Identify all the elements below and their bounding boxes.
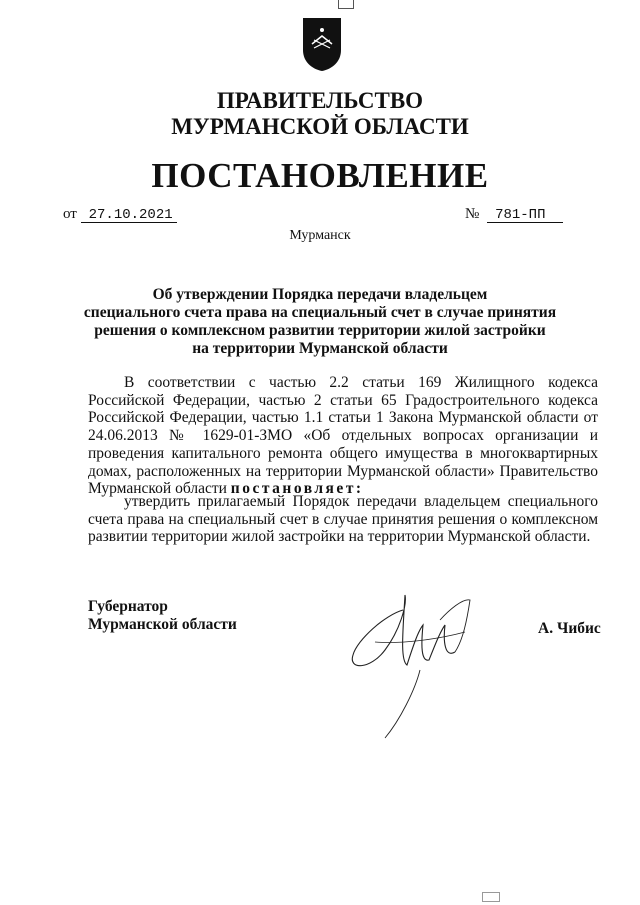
date-prefix: от <box>63 206 77 222</box>
organization-title-line1: ПРАВИТЕЛЬСТВО <box>216 88 424 113</box>
preamble-text: В соответствии с частью 2.2 статьи 169 Жилищного кодекса Российской Федерации, частью 2 статьи 65 Градостроительного кодекса Российской Федерации, частью 1.1 статьи 1 Закона Мурманской области от 24.06.2013 № 1629-01-ЗМО «Об отдельных вопросах организации и проведения капитального ремонта общего имущества в многоквартирных домах, расположенных на территории Мурманской области» Правительство Мурманской области <box>88 374 598 498</box>
document-date <box>63 206 177 223</box>
page-top-mark <box>338 0 354 9</box>
body-paragraph-1 <box>88 374 598 498</box>
coat-of-arms-icon <box>301 14 343 72</box>
page-bottom-mark <box>482 892 500 902</box>
body-paragraph-2: утвердить прилагаемый Порядок передачи владельцем специального счета права на специальный счет в случае принятия решения о комплексном развитии территории жилой застройки на территории Мурманской области. <box>88 493 598 546</box>
decree-word: постановляет: <box>230 480 364 498</box>
date-value: 27.10.2021 <box>81 208 177 223</box>
number-value: 781-ПП <box>487 208 563 223</box>
city-name: Мурманск <box>289 228 351 243</box>
document-number <box>465 206 563 223</box>
subject-line: на территории Мурманской области <box>192 340 448 357</box>
position-line: Мурманской области <box>88 616 237 633</box>
handwritten-signature <box>345 570 475 740</box>
subject-line: Об утверждении Порядка передачи владельцем <box>152 286 488 303</box>
number-prefix: № <box>465 206 480 222</box>
position-line: Губернатор <box>88 598 168 615</box>
signatory-name: А. Чибис <box>538 620 601 637</box>
organization-title-line2: МУРМАНСКОЙ ОБЛАСТИ <box>171 114 469 139</box>
document-subject <box>60 286 580 358</box>
subject-line: решения о комплексном развитии территории жилой застройки <box>94 322 546 339</box>
subject-line: специального счета права на специальный счет в случае принятия <box>83 304 557 321</box>
document-type-title: ПОСТАНОВЛЕНИЕ <box>151 156 489 195</box>
signatory-position <box>88 598 237 634</box>
